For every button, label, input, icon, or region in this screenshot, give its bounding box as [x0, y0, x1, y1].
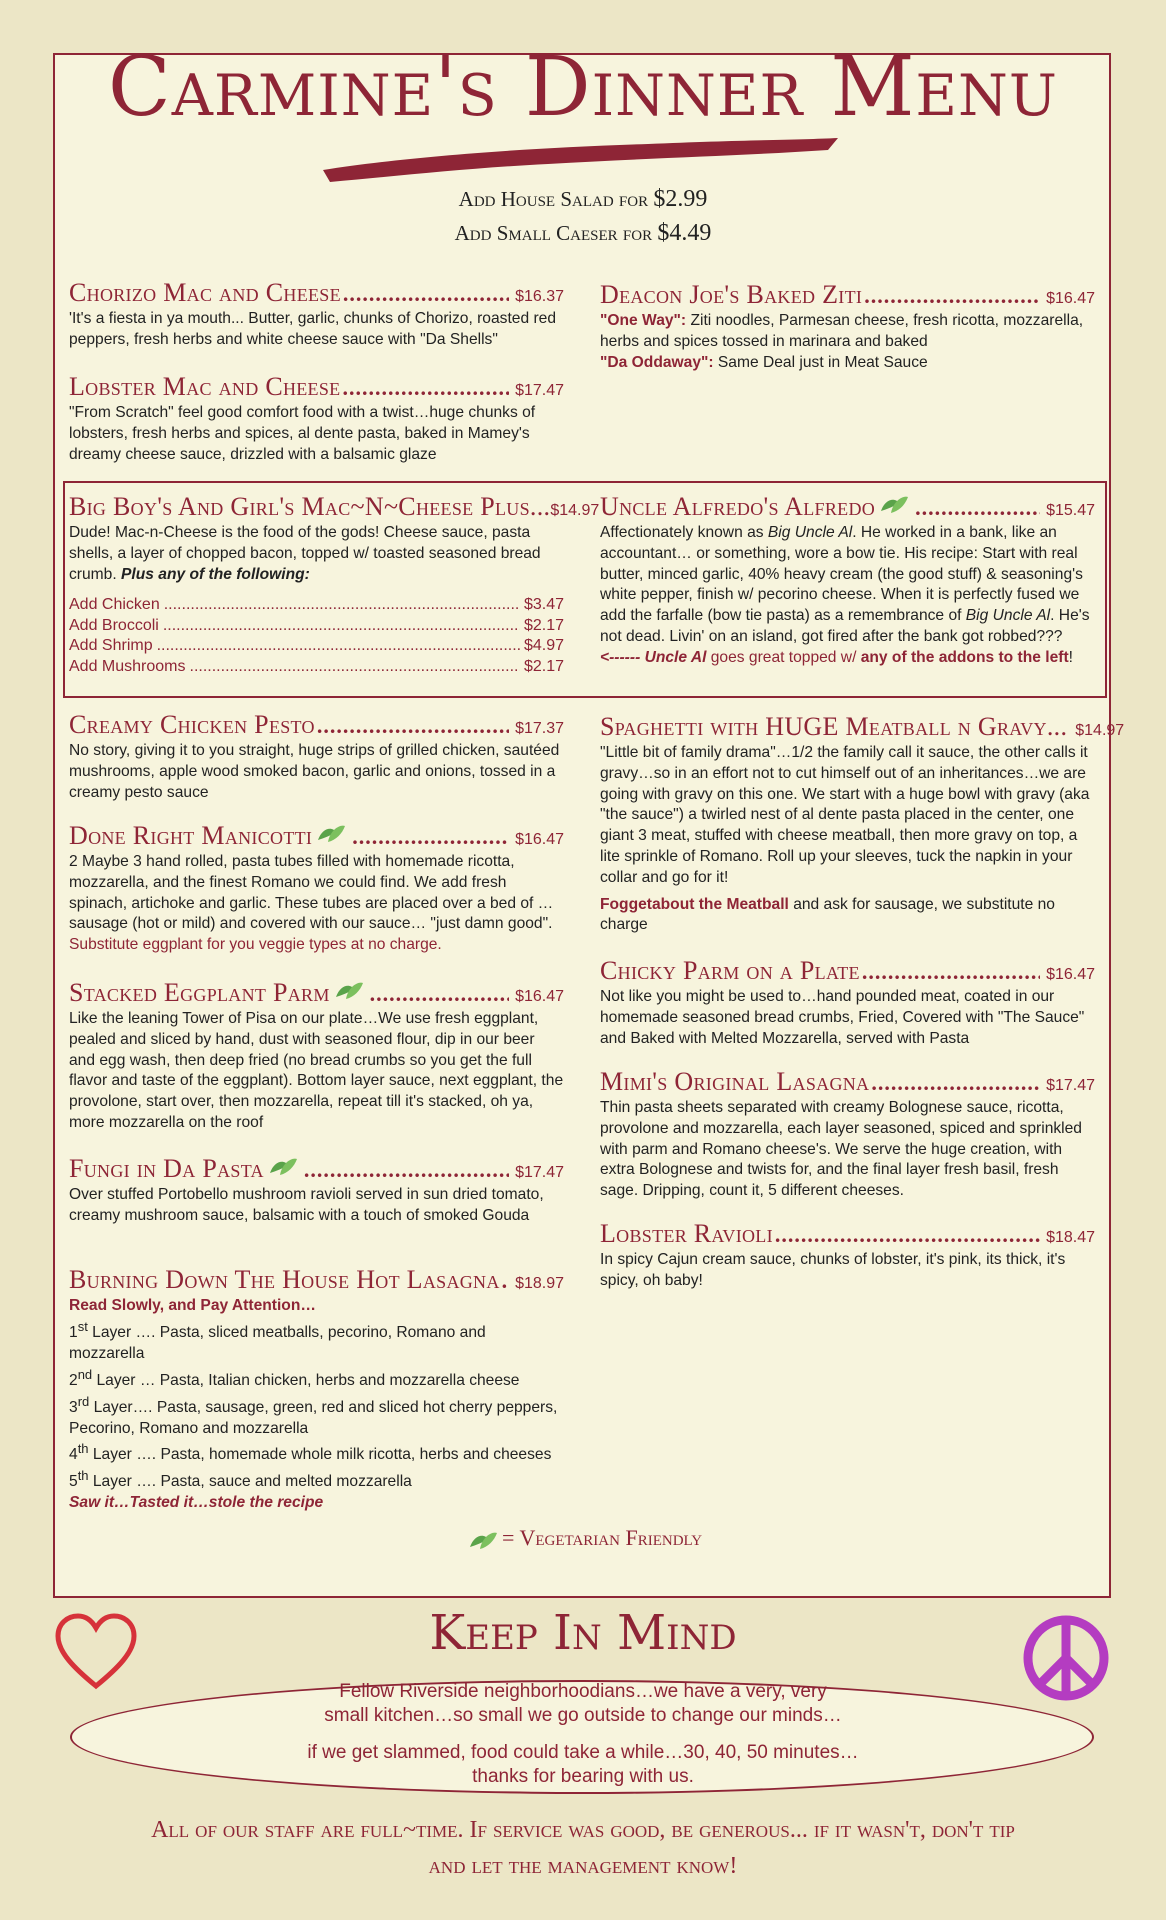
item-description: No story, giving it to you straight, huge strips of grilled chicken, sautéed mushrooms, apple wood smoked bacon, garlic and onions, tossed in a creamy pesto sauce	[69, 742, 560, 801]
item-description: 'It's a fiesta in ya mouth... Butter, garlic, chunks of Chorizo, roasted red peppers, fresh herbs and white cheese sauce with "Da Shells"	[69, 310, 556, 348]
item-description: "One Way": Ziti noodles, Parmesan cheese, fresh ricotta, mozzarella, herbs and spices tossed in marinara and baked "Da Oddaway": Same Deal just in Meat Sauce	[600, 312, 1084, 371]
item-price: $16.47	[515, 831, 564, 848]
item-name: Creamy Chicken Pesto	[69, 710, 315, 739]
layer-5: 5th Layer …. Pasta, sauce and melted mozzarella	[69, 1468, 412, 1491]
menu-title: Carmine's Dinner Menu	[108, 40, 1058, 135]
item-name: Lobster Mac and Cheese	[69, 372, 341, 401]
leaf-icon	[316, 822, 346, 844]
leaf-icon	[879, 493, 909, 515]
item-price: $14.97	[550, 502, 600, 519]
item-price: $17.47	[1046, 1077, 1095, 1094]
layer-4: 4th Layer …. Pasta, homemade whole milk ricotta, herbs and cheeses	[69, 1441, 552, 1464]
leaf-icon	[468, 1529, 498, 1551]
item-description: Not like you might be used to…hand pounded meat, coated in our homemade seasoned bread crumbs, Fried, Covered with "The Sauce" and Baked with Melted Mozzarella, served with Pasta	[600, 988, 1085, 1047]
item-description: Dude! Mac-n-Cheese is the food of the gods! Cheese sauce, pasta shells, a layer of chopped bacon, topped w/ toasted seasoned bread crumb. Plus any of the following:	[69, 524, 541, 583]
item-description: Like the leaning Tower of Pisa on our plate…We use fresh eggplant, pealed and sliced by hand, dust with seasoned flour, dip in our beer and egg wash, then deep fried (no bread crumbs so you get the full flavor and taste of the eggplant). Bottom layer sauce, next eggplant, the provolone, start over, then mozzarella, repeat till it's stacked, oh ya, more mozzarella on the roof	[69, 1010, 564, 1131]
item-price: $17.47	[515, 1164, 564, 1181]
item-description: "Little bit of family drama"…1/2 the family call it sauce, the other calls it gravy…so in an effort not to cut himself out of an inheritances…we are going with gravy on this one. We start with a huge bowl with gravy (aka "the sauce") a twirled nest of al dente pasta placed in the center, one giant 3 meat, stuffed with cheese meatball, then more gravy on top, a lite sprinkle of Romano. Roll up your sleeves, tuck the napkin in your collar and go for it!	[600, 744, 1090, 886]
item-description: Over stuffed Portobello mushroom ravioli served in sun dried tomato, creamy mushroom sauce, balsamic with a touch of smoked Gouda	[69, 1186, 544, 1224]
keep-line-3: if we get slammed, food could take a while…30, 40, 50 minutes…	[307, 1742, 859, 1763]
addon-shrimp: Add Shrimp ..... $4.97	[69, 636, 564, 657]
item-name: Burning Down The House Hot Lasagna	[69, 1265, 500, 1294]
item-price: $15.47	[1046, 502, 1095, 519]
layer-1: 1st Layer …. Pasta, sliced meatballs, pecorino, Romano and mozzarella	[69, 1318, 486, 1362]
menu-item-creamy-chicken-pesto	[69, 710, 564, 803]
addon-list	[69, 595, 564, 677]
menu-item-mimis-lasagna	[600, 1067, 1095, 1202]
menu-item-stacked-eggplant-parm	[69, 978, 564, 1134]
keep-line-1: Fellow Riverside neighborhoodians…we have a very, very	[339, 1681, 827, 1702]
item-name: Chorizo Mac and Cheese	[69, 278, 341, 307]
menu-item-chorizo-mac	[69, 278, 564, 351]
menu-item-chicky-parm	[600, 956, 1095, 1049]
footer-line-1: All of our staff are full~time. If service was good, be generous... if it wasn't, don't tip	[151, 1817, 1015, 1843]
leaf-icon	[268, 1155, 298, 1177]
add-caeser-salad-line: Add Small Caeser for $4.49	[454, 220, 712, 246]
item-price: $18.97	[515, 1275, 564, 1292]
item-description: 2 Maybe 3 hand rolled, pasta tubes filled with homemade ricotta, mozzarella, and the finest Romano we could find. We add fresh spinach, artichoke and garlic. These tubes are placed over a bed of …sausage (hot or mild) and covered with our sauce… "just damn good". Substitute eggplant for you veggie types at no charge.	[69, 853, 554, 954]
item-description: Affectionately known as Big Uncle Al. He worked in a bank, like an accountant… or something, wore a bow tie. His recipe: Start with real butter, minced garlic, 40% heavy cream (the good stuff) & seasoning's white pepper, finish w/ pecorino cheese. When it is perfectly fused we add the farfalle (bow tie pasta) as a remembrance of Big Uncle Al. He's not dead. Livin' on an island, got fired after the bank got robbed??? <------ Uncle Al goes great topped w/ any of the addons to the left!	[600, 524, 1090, 666]
add-house-salad-line: Add House Salad for $2.99	[458, 186, 708, 212]
addon-chicken: Add Chicken ..... $3.47	[69, 595, 564, 616]
item-price: $16.47	[1046, 966, 1095, 983]
item-description: Read Slowly, and Pay Attention… 1st Layer …. Pasta, sliced meatballs, pecorino, Romano and mozzarella 2nd Layer … Pasta, Italian chicken, herbs and mozzarella cheese 3rd Layer…. Pasta, sausage, green, red and sliced hot cherry peppers, Pecorino, Romano and mozzarella 4th Layer …. Pasta, homemade whole milk ricotta, herbs and cheeses 5th Layer …. Pasta, sauce and melted mozzarella Saw it…Tasted it…stole the recipe	[69, 1296, 564, 1514]
item-name: Uncle Alfredo's Alfredo	[600, 492, 876, 521]
menu-item-deacon-ziti	[600, 280, 1095, 373]
footer-line-2: and let the management know!	[428, 1853, 738, 1879]
layer-2: 2nd Layer … Pasta, Italian chicken, herbs and mozzarella cheese	[69, 1366, 520, 1389]
addon-mushrooms: Add Mushrooms ..... $2.17	[69, 657, 564, 678]
menu-item-big-boy-mac	[69, 492, 600, 677]
item-price: $16.37	[515, 288, 564, 305]
item-name: Deacon Joe's Baked Ziti	[600, 280, 863, 309]
menu-item-lobster-ravioli	[600, 1219, 1095, 1292]
vegetarian-legend: = Vegetarian Friendly	[0, 1525, 1166, 1551]
item-price: $14.97	[1075, 722, 1125, 739]
item-price: $17.37	[515, 720, 564, 737]
keep-in-mind-title: Keep In Mind	[429, 1605, 737, 1661]
keep-line-4: thanks for bearing with us.	[472, 1766, 694, 1787]
item-name: Lobster Ravioli	[600, 1219, 773, 1248]
item-name: Spaghetti with HUGE Meatball n Gravy...	[600, 712, 1068, 741]
menu-item-uncle-alfredo	[600, 492, 1095, 669]
menu-item-fungi-in-da-pasta	[69, 1154, 564, 1227]
item-description: Thin pasta sheets separated with creamy Bolognese sauce, ricotta, provolone and mozzarella, each layer seasoned, spiced and sprinkled with parm and Romano cheese's. We serve the huge creation, with extra Bolognese and twists for, and the final layer fresh basil, fresh sage. Dripping, count it, 5 different cheeses.	[600, 1099, 1082, 1200]
brush-stroke-decoration	[318, 110, 848, 184]
menu-item-burning-down-the-house	[69, 1265, 564, 1514]
item-price: $16.47	[1046, 290, 1095, 307]
item-description: "From Scratch" feel good comfort food with a twist…huge chunks of lobsters, fresh herbs and spices, al dente pasta, baked in Mamey's dreamy cheese sauce, drizzled with a balsamic glaze	[69, 404, 536, 463]
item-price: $18.47	[1046, 1229, 1095, 1246]
item-name: Fungi in Da Pasta	[69, 1154, 264, 1183]
menu-item-done-right-manicotti	[69, 821, 564, 956]
item-name: Chicky Parm on a Plate	[600, 956, 860, 985]
item-name: Done Right Manicotti	[69, 821, 313, 850]
item-name: Stacked Eggplant Parm	[69, 978, 330, 1007]
item-price: $17.47	[515, 382, 564, 399]
menu-item-lobster-mac	[69, 372, 564, 465]
item-name: Mimi's Original Lasagna	[600, 1067, 870, 1096]
leaf-icon	[334, 979, 364, 1001]
keep-line-2: small kitchen…so small we go outside to change our minds…	[324, 1705, 842, 1726]
menu-item-spaghetti-meatball: Spaghetti with HUGE Meatball n Gravy... $14.97 "Little bit of family drama"…1/2 the family call it sauce, the other calls it gravy…so in an effort not to cut himself out of an inheritances…we are going with gravy on this one. We start with a huge bowl with gravy (aka "the sauce") a twirled nest of al dente pasta placed in the center, one giant 3 meat, stuffed with cheese meatball, then more gravy on top, a lite sprinkle of Romano. Roll up your sleeves, tuck the napkin in your collar and go for it! Foggetabout the Meatball and ask for sausage, we substitute no charge	[600, 712, 1125, 934]
item-name: Big Boy's And Girl's Mac~N~Cheese Plus...	[69, 492, 551, 521]
item-price: $16.47	[515, 988, 564, 1005]
addon-broccoli: Add Broccoli ..... $2.17	[69, 616, 564, 637]
layer-3: 3rd Layer…. Pasta, sausage, green, red and sliced hot cherry peppers, Pecorino, Romano and mozzarella	[69, 1393, 558, 1437]
item-description: In spicy Cajun cream sauce, chunks of lobster, it's pink, its thick, it's spicy, oh baby!	[600, 1251, 1066, 1289]
